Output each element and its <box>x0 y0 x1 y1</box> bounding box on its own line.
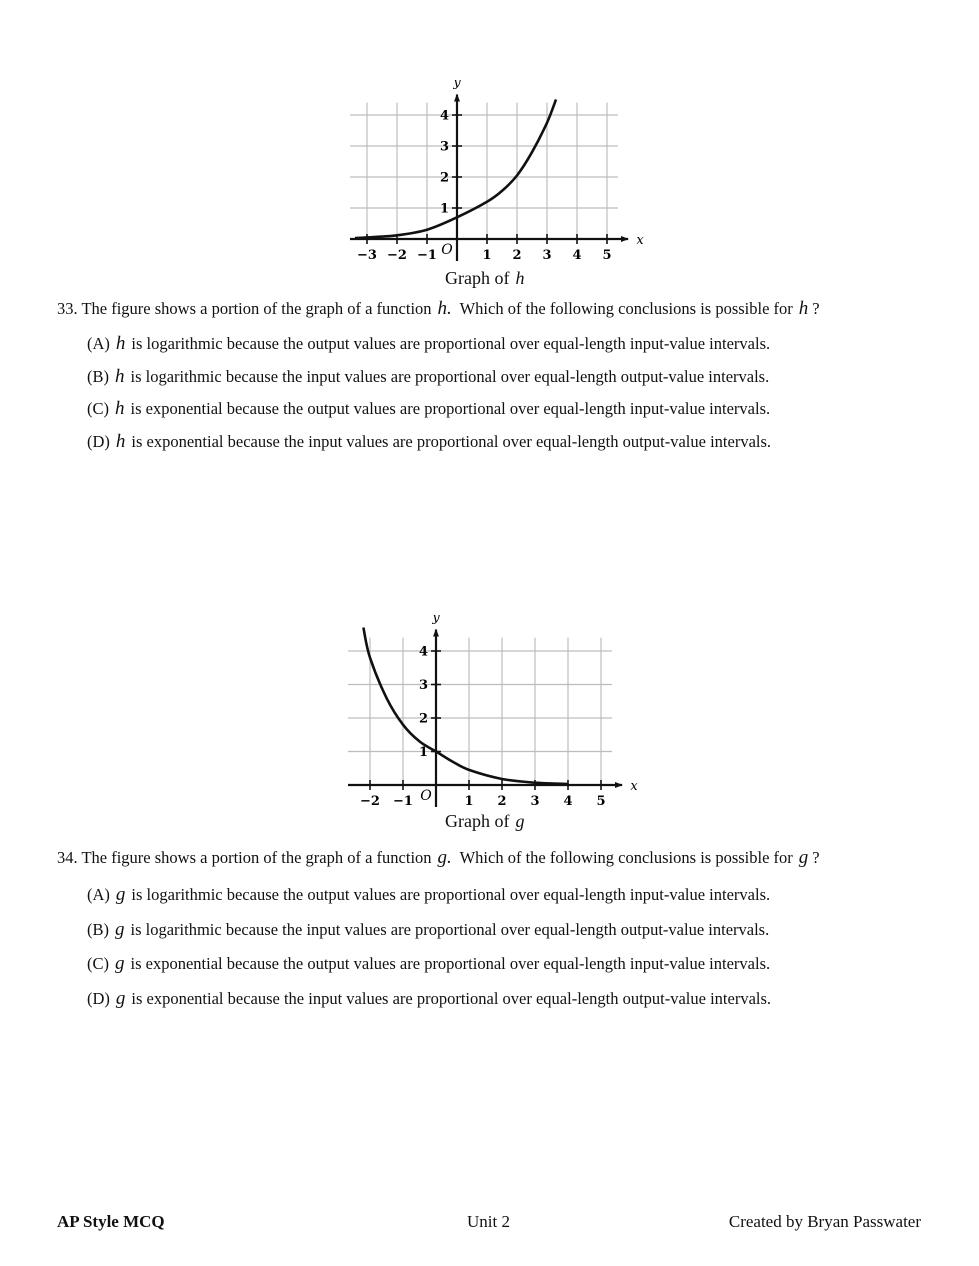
choice-label: (A) <box>87 334 110 353</box>
caption-prefix: Graph of <box>445 811 510 831</box>
choice-text: is exponential because the output values are proportional over equal-length input-value intervals. <box>130 954 771 973</box>
y-tick-label: 2 <box>439 170 449 186</box>
footer-course: AP Style MCQ <box>57 1212 165 1231</box>
choice-var: g <box>115 988 126 1009</box>
footer-unit: Unit 2 <box>467 1212 510 1231</box>
choice-label: (A) <box>87 885 110 904</box>
graph-h-caption <box>445 268 524 289</box>
choice-var: g <box>115 953 125 974</box>
y-tick-label: 2 <box>418 711 428 727</box>
graph-g-caption <box>445 811 524 832</box>
choice-label: (C) <box>87 954 109 973</box>
y-tick-label: 3 <box>439 139 449 155</box>
x-tick-label: 1 <box>482 248 492 263</box>
prompt-qmark: ? <box>812 848 820 867</box>
x-tick-label: 3 <box>542 248 552 263</box>
choice-label: (C) <box>87 399 109 418</box>
x-tick-label: 4 <box>563 794 573 809</box>
prompt-var: g. <box>437 847 452 868</box>
graph-h <box>345 80 645 265</box>
question-33-prompt <box>57 298 820 320</box>
caption-prefix: Graph of <box>445 268 510 288</box>
choice-text: is exponential because the input values are proportional over equal-length output-value intervals. <box>131 989 772 1008</box>
choice-34-d[interactable] <box>87 988 771 1010</box>
graph-g <box>340 615 640 810</box>
x-tick-label: 5 <box>596 794 606 809</box>
choice-33-a[interactable] <box>87 333 770 355</box>
footer-author: Created by Bryan Passwater <box>728 1212 921 1231</box>
choice-var: h <box>115 431 126 452</box>
choice-label: (D) <box>87 989 110 1008</box>
y-axis-label: y <box>432 615 440 626</box>
function-curve <box>355 100 556 239</box>
x-tick-label: −2 <box>360 794 380 809</box>
choice-label: (B) <box>87 367 109 386</box>
choice-text: is logarithmic because the input values are proportional over equal-length output-value intervals. <box>130 920 770 939</box>
origin-label: O <box>420 788 432 804</box>
x-tick-label: 2 <box>512 248 522 263</box>
prompt-end: Which of the following conclusions is possible for <box>459 848 793 867</box>
choice-text: is logarithmic because the output values are proportional over equal-length input-value intervals. <box>131 885 771 904</box>
choice-var: h <box>115 333 126 354</box>
x-axis-label: x <box>636 233 644 248</box>
choice-33-b[interactable] <box>87 366 769 388</box>
question-34-prompt <box>57 847 820 869</box>
x-tick-label: −1 <box>417 248 437 263</box>
question-number: 33. <box>57 299 78 318</box>
choice-34-c[interactable] <box>87 953 770 975</box>
choice-34-b[interactable] <box>87 919 769 941</box>
x-tick-label: −2 <box>387 248 407 263</box>
choice-label: (B) <box>87 920 109 939</box>
caption-function-name: g <box>515 811 525 831</box>
x-tick-label: 2 <box>497 794 507 809</box>
y-tick-label: 4 <box>418 644 428 660</box>
prompt-qmark: ? <box>812 299 820 318</box>
prompt-var: h. <box>437 298 452 319</box>
choice-text: is exponential because the input values are proportional over equal-length output-value intervals. <box>131 432 772 451</box>
caption-function-name: h <box>515 268 525 288</box>
choice-var: h <box>115 398 125 419</box>
x-axis-label: x <box>630 779 638 794</box>
x-tick-label: 4 <box>572 248 582 263</box>
y-tick-label: 1 <box>418 745 428 760</box>
choice-text: is logarithmic because the output values are proportional over equal-length input-value intervals. <box>131 334 771 353</box>
choice-33-c[interactable] <box>87 398 770 420</box>
origin-label: O <box>441 242 453 258</box>
x-tick-label: 5 <box>602 248 612 263</box>
y-tick-label: 3 <box>418 678 428 693</box>
choice-label: (D) <box>87 432 110 451</box>
x-tick-label: −1 <box>393 794 413 809</box>
prompt-end: Which of the following conclusions is possible for <box>459 299 793 318</box>
question-number: 34. <box>57 848 78 867</box>
x-tick-label: −3 <box>357 248 377 263</box>
prompt-var2: g <box>798 847 809 868</box>
choice-var: g <box>115 919 125 940</box>
y-axis-label: y <box>453 80 461 91</box>
y-tick-label: 1 <box>439 201 449 217</box>
y-tick-label: 4 <box>439 108 449 124</box>
choice-var: g <box>115 884 126 905</box>
x-tick-label: 1 <box>464 794 474 809</box>
choice-33-d[interactable] <box>87 431 771 453</box>
choice-34-a[interactable] <box>87 884 770 906</box>
prompt-start: The figure shows a portion of the graph of a function <box>81 299 432 318</box>
choice-var: h <box>115 366 125 387</box>
prompt-start: The figure shows a portion of the graph of a function <box>81 848 432 867</box>
prompt-var2: h <box>798 298 809 319</box>
x-tick-label: 3 <box>530 794 540 809</box>
choice-text: is exponential because the output values are proportional over equal-length input-value intervals. <box>130 399 771 418</box>
choice-text: is logarithmic because the input values are proportional over equal-length output-value intervals. <box>130 367 770 386</box>
